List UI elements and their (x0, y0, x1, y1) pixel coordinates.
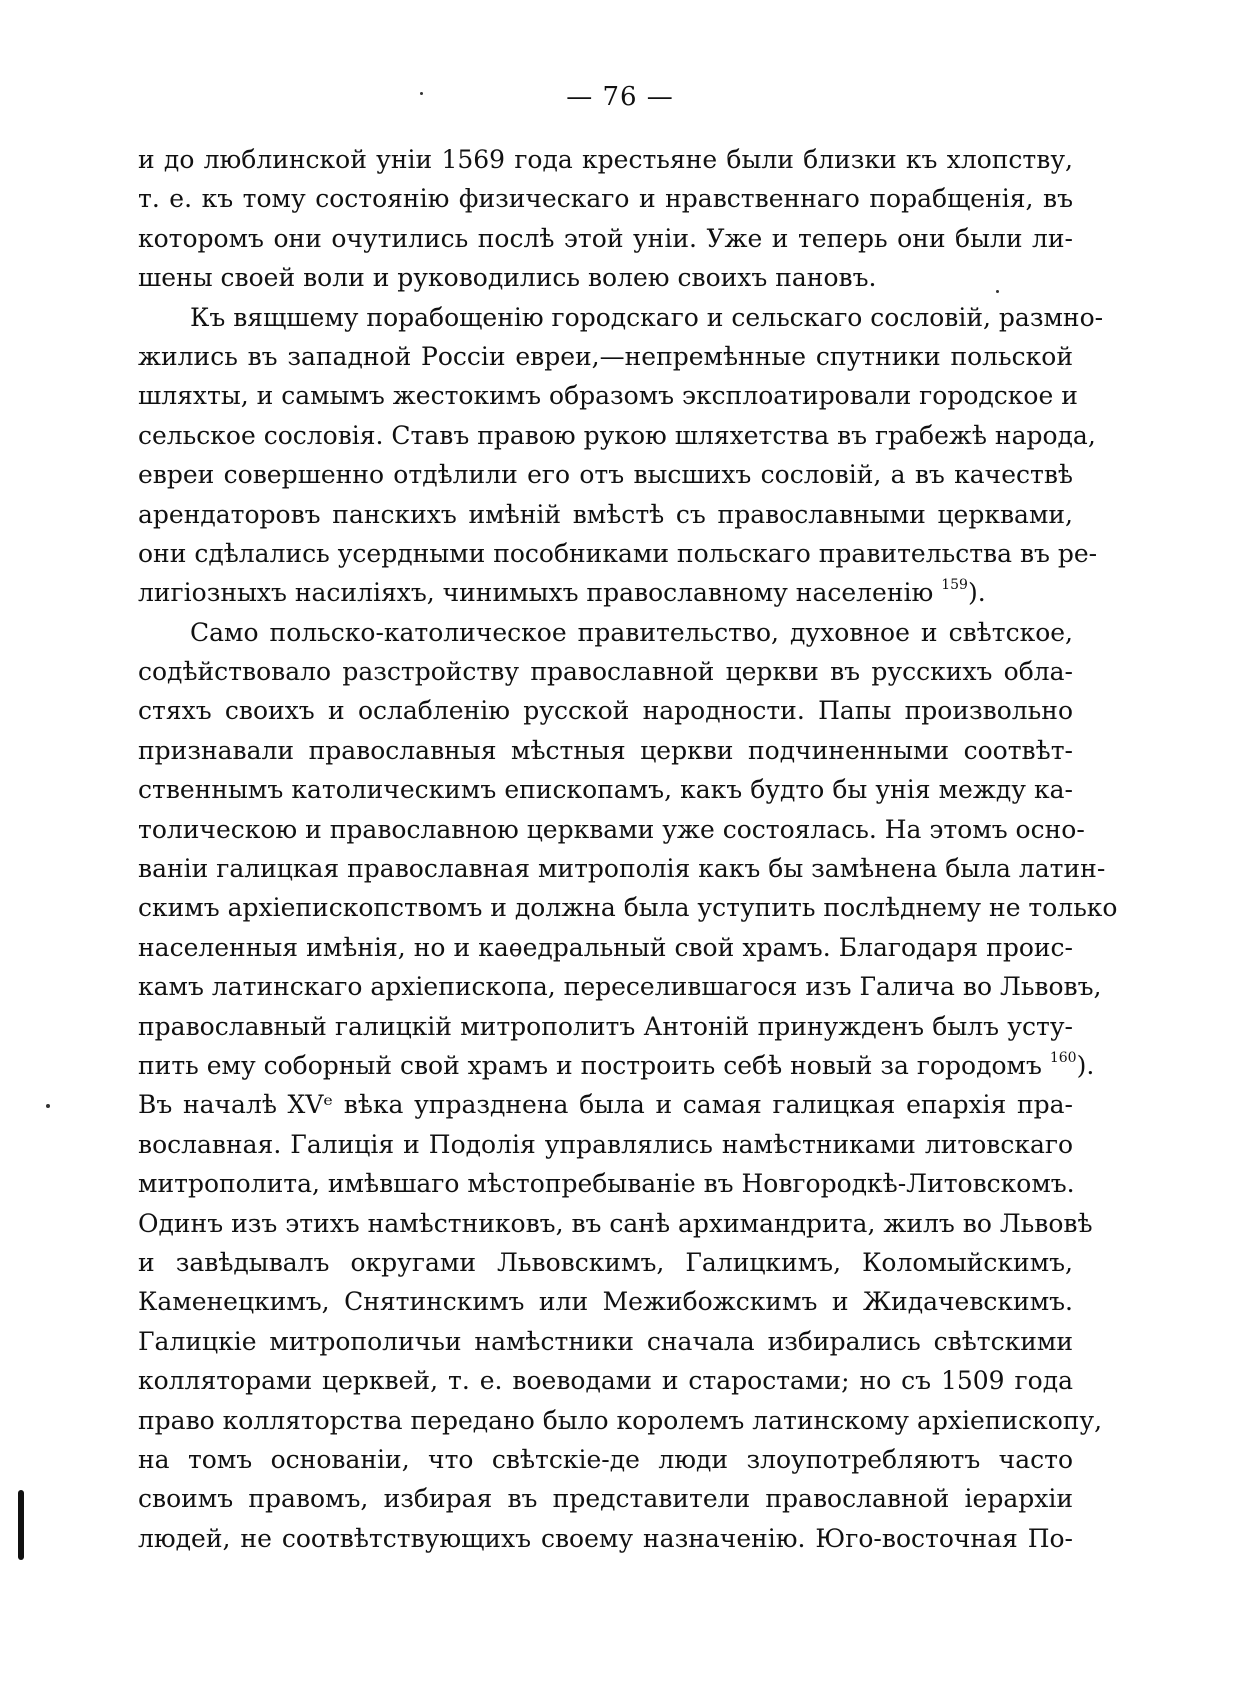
text-line: православный галицкій митрополитъ Антоній принужденъ былъ усту- (138, 1011, 1073, 1041)
text-line: они сдѣлались усердными пособниками польскаго правительства въ ре- (138, 538, 1098, 568)
text-line: шляхты, и самымъ жестокимъ образомъ эксплоатировали городское и (138, 381, 1078, 411)
text-line: жились въ западной Россіи евреи,—непремѣнные спутники польской (138, 341, 1073, 371)
text-line: Само польско-католическое правительство, духовное и свѣтское, (190, 617, 1073, 647)
text-line: людей, не соотвѣтствующихъ своему назначенію. Юго-восточная По- (138, 1523, 1073, 1553)
speck (420, 92, 423, 95)
text-line: Каменецкимъ, Снятинскимъ или Межибожскимъ и Жидачевскимъ. (138, 1287, 1073, 1317)
page-number: — 76 — (566, 82, 674, 112)
footnote-tail: ). (967, 578, 986, 608)
speck (46, 1104, 50, 1108)
paragraph-3 (138, 613, 1118, 1558)
text-line: арендаторовъ панскихъ имѣній вмѣстѣ съ православными церквами, (138, 499, 1073, 529)
text-line-content: пить ему соборный свой храмъ и построить себѣ новый за городомъ (138, 1050, 1042, 1080)
text-line: скимъ архіепископствомъ и должна была уступить послѣднему не только (138, 893, 1118, 923)
text-line: т. е. къ тому состоянію физическаго и нравственнаго порабщенія, въ (138, 184, 1073, 214)
text-line-content: лигіозныхъ насиліяхъ, чинимыхъ православному населенію (138, 578, 934, 608)
paragraph-2 (138, 298, 1104, 613)
paragraph-1 (138, 140, 1073, 298)
text-line-with-footnote (138, 1046, 1095, 1085)
margin-mark (18, 1490, 24, 1560)
text-line: толическою и православною церквами уже состоялась. На этомъ осно- (138, 814, 1085, 844)
text-line: камъ латинскаго архіепископа, переселившагося изъ Галича во Львовъ, (138, 972, 1102, 1002)
footnote-ref: 159 (941, 577, 968, 594)
text-line: ваніи галицкая православная митрополія какъ бы замѣнена была латин- (138, 854, 1106, 884)
text-line: шены своей воли и руководились волею своихъ пановъ. (138, 263, 877, 293)
text-line-with-footnote (138, 573, 1073, 612)
footnote-ref: 160 (1049, 1049, 1077, 1066)
text-line: и завѣдывалъ округами Львовскимъ, Галицкимъ, Коломыйскимъ, (138, 1247, 1073, 1277)
text-line: стяхъ своихъ и ослабленію русской народности. Папы произвольно (138, 696, 1073, 726)
text-line: Одинъ изъ этихъ намѣстниковъ, въ санѣ архимандрита, жилъ во Львовѣ (138, 1208, 1093, 1238)
footnote-tail: ). (1076, 1050, 1095, 1080)
text-line: признавали православныя мѣстныя церкви подчиненными соотвѣт- (138, 735, 1073, 765)
text-line: евреи совершенно отдѣлили его отъ высшихъ сословій, а въ качествѣ (138, 460, 1073, 490)
text-line: ственнымъ католическимъ епископамъ, какъ будто бы унія между ка- (138, 775, 1073, 805)
text-line: Въ началѣ XVᵉ вѣка упразднена была и самая галицкая епархія пра- (138, 1090, 1073, 1120)
text-line: населенныя имѣнія, но и каѳедральный свой храмъ. Благодаря проис- (138, 932, 1073, 962)
text-line: и до люблинской уніи 1569 года крестьяне были близки къ хлопству, (138, 145, 1073, 174)
text-line: на томъ основаніи, что свѣтскіе-де люди злоупотребляютъ часто (138, 1444, 1073, 1474)
text-line: сельское сословія. Ставъ правою рукою шляхетства въ грабежѣ народа, (138, 420, 1096, 450)
text-line: содѣйствовало разстройству православной церкви въ русскихъ обла- (138, 657, 1073, 687)
text-line: Галицкіе митрополичьи намѣстники сначала избирались свѣтскими (138, 1326, 1073, 1356)
text-line: митрополита, имѣвшаго мѣстопребываніе въ Новгородкѣ-Литовскомъ. (138, 1169, 1075, 1199)
text-line: которомъ они очутились послѣ этой уніи. Уже и теперь они были ли- (138, 223, 1073, 253)
text-line: Къ вящшему порабощенію городскаго и сельскаго сословій, размно- (190, 302, 1104, 332)
text-body (138, 140, 1118, 1558)
text-line: право колляторства передано было королемъ латинскому архіепископу, (138, 1405, 1103, 1435)
text-line: своимъ правомъ, избирая въ представители православной іерархіи (138, 1484, 1073, 1514)
text-line: колляторами церквей, т. е. воеводами и старостами; но съ 1509 года (138, 1366, 1073, 1396)
text-line: вославная. Галиція и Подолія управлялись намѣстниками литовскаго (138, 1129, 1073, 1159)
speck (996, 290, 999, 293)
